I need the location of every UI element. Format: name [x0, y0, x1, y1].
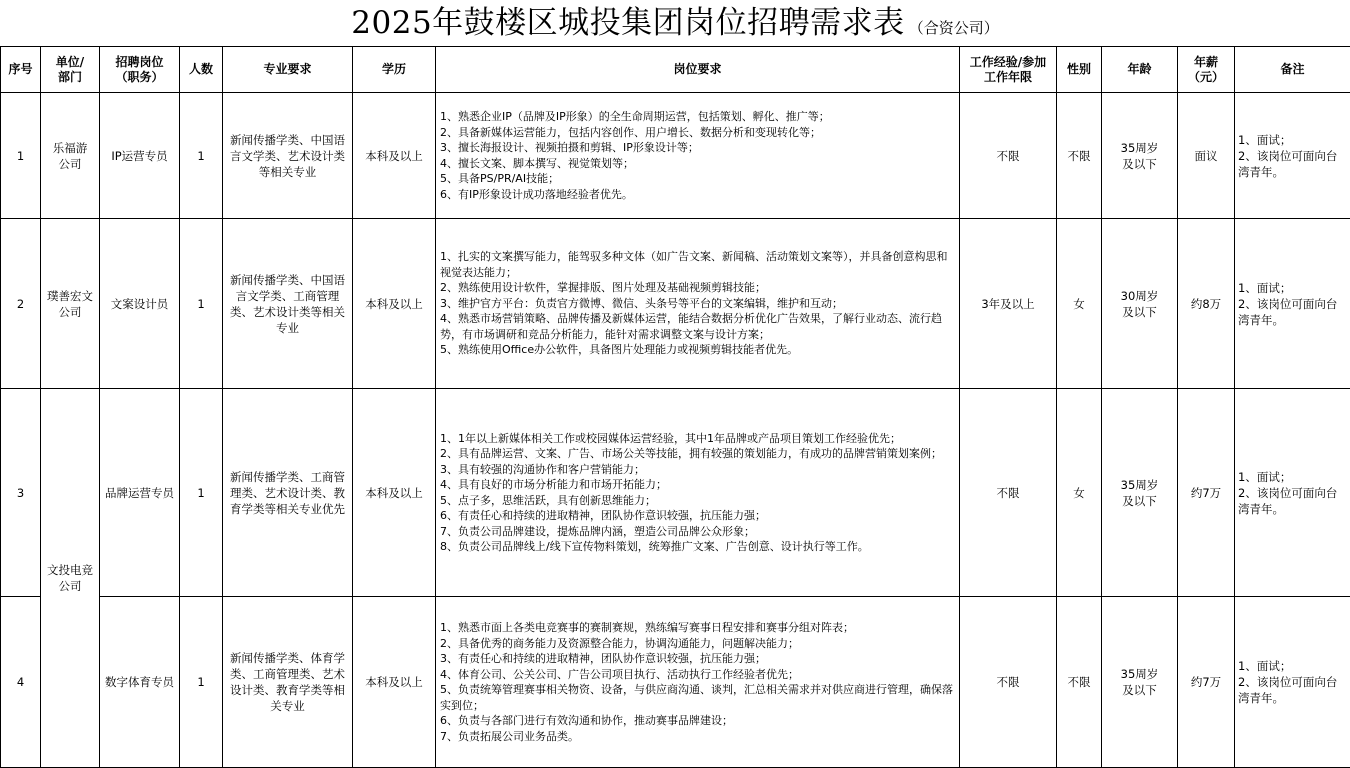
- page-title: [0, 0, 1350, 46]
- cell-major: 新闻传播学类、中国语言文学类、工商管理类、艺术设计类等相关专业: [223, 219, 353, 389]
- cell-position: 数字体育专员: [100, 597, 180, 768]
- header-salary: 年薪 （元）: [1178, 47, 1235, 93]
- cell-experience: 不限: [960, 93, 1057, 219]
- cell-notes: 1、面试； 2、该岗位可面向台湾青年。: [1235, 389, 1350, 597]
- cell-unit: 乐福游 公司: [41, 93, 100, 219]
- cell-major: 新闻传播学类、体育学类、工商管理类、艺术设计类、教育学类等相关专业: [223, 597, 353, 768]
- header-count: 人数: [180, 47, 223, 93]
- header-seq: 序号: [1, 47, 41, 93]
- cell-education: 本科及以上: [353, 93, 436, 219]
- cell-age: 30周岁 及以下: [1102, 219, 1178, 389]
- cell-unit: 璞善宏文 公司: [41, 219, 100, 389]
- cell-notes: 1、面试； 2、该岗位可面向台湾青年。: [1235, 93, 1350, 219]
- cell-age: 35周岁 及以下: [1102, 93, 1178, 219]
- cell-education: 本科及以上: [353, 219, 436, 389]
- cell-count: 1: [180, 389, 223, 597]
- cell-seq: 2: [1, 219, 41, 389]
- header-major: 专业要求: [223, 47, 353, 93]
- cell-position: 品牌运营专员: [100, 389, 180, 597]
- cell-requirements: 1、1年以上新媒体相关工作或校园媒体运营经验，其中1年品牌或产品项目策划工作经验优先； 2、具有品牌运营、文案、广告、市场公关等技能，拥有较强的策划能力，有成功的品牌营销策划案例； 3、具有较强的沟通协作和客户营销能力； 4、具有良好的市场分析能力和市场开拓能力； 5、点子多，思维活跃，具有创新思维能力； 6、有责任心和持续的进取精神，团队协作意识较强，抗压能力强； 7、负责公司品牌建设，提炼品牌内涵，塑造公司品牌公众形象； 8、负责公司品牌线上/线下宣传物料策划，统筹推广文案、广告创意、设计执行等工作。: [436, 389, 960, 597]
- cell-age: 35周岁 及以下: [1102, 597, 1178, 768]
- table-row: [1, 93, 1350, 219]
- cell-position: 文案设计员: [100, 219, 180, 389]
- table-row: [1, 389, 1350, 597]
- header-position: 招聘岗位 （职务）: [100, 47, 180, 93]
- cell-position: IP运营专员: [100, 93, 180, 219]
- cell-salary: 面议: [1178, 93, 1235, 219]
- cell-gender: 不限: [1057, 597, 1102, 768]
- cell-experience: 不限: [960, 389, 1057, 597]
- cell-count: 1: [180, 93, 223, 219]
- table-row: [1, 219, 1350, 389]
- cell-gender: 不限: [1057, 93, 1102, 219]
- header-age: 年龄: [1102, 47, 1178, 93]
- cell-count: 1: [180, 597, 223, 768]
- header-requirements: 岗位要求: [436, 47, 960, 93]
- cell-age: 35周岁 及以下: [1102, 389, 1178, 597]
- title-text: 2025年鼓楼区城投集团岗位招聘需求表: [351, 5, 904, 41]
- recruitment-table: [0, 46, 1350, 768]
- cell-salary: 约7万: [1178, 389, 1235, 597]
- cell-requirements: 1、熟悉企业IP（品牌及IP形象）的全生命周期运营，包括策划、孵化、推广等； 2、具备新媒体运营能力，包括内容创作、用户增长、数据分析和变现转化等； 3、擅长海报设计、视频拍摄和剪辑、IP形象设计等； 4、擅长文案、脚本撰写、视觉策划等； 5、具备PS/PR/AI技能； 6、有IP形象设计成功落地经验者优先。: [436, 93, 960, 219]
- cell-experience: 3年及以上: [960, 219, 1057, 389]
- table-row: [1, 597, 1350, 768]
- cell-salary: 约8万: [1178, 219, 1235, 389]
- cell-seq: 3: [1, 389, 41, 597]
- cell-gender: 女: [1057, 219, 1102, 389]
- header-gender: 性别: [1057, 47, 1102, 93]
- header-education: 学历: [353, 47, 436, 93]
- cell-unit: 文投电竞 公司: [41, 389, 100, 768]
- cell-notes: 1、面试； 2、该岗位可面向台湾青年。: [1235, 597, 1350, 768]
- subtitle-text: （合资公司）: [909, 19, 999, 37]
- header-notes: 备注: [1235, 47, 1350, 93]
- cell-requirements: 1、熟悉市面上各类电竞赛事的赛制赛规，熟练编写赛事日程安排和赛事分组对阵表； 2、具备优秀的商务能力及资源整合能力，协调沟通能力，问题解决能力； 3、有责任心和持续的进取精神，团队协作意识较强，抗压能力强； 4、体育公司、公关公司、广告公司项目执行、活动执行工作经验者优先； 5、负责统筹管理赛事相关物资、设备，与供应商沟通、谈判，汇总相关需求并对供应商进行管理，确保落实到位； 6、负责与各部门进行有效沟通和协作，推动赛事品牌建设； 7、负责拓展公司业务品类。: [436, 597, 960, 768]
- header-row: [1, 47, 1350, 93]
- cell-major: 新闻传播学类、中国语言文学类、艺术设计类等相关专业: [223, 93, 353, 219]
- cell-education: 本科及以上: [353, 597, 436, 768]
- header-unit: 单位/ 部门: [41, 47, 100, 93]
- cell-requirements: 1、扎实的文案撰写能力，能驾驭多种文体（如广告文案、新闻稿、活动策划文案等），并具备创意构思和视觉表达能力； 2、熟练使用设计软件，掌握排版、图片处理及基础视频剪辑技能； 3、维护官方平台：负责官方微博、微信、头条号等平台的文案编辑，维护和互动； 4、熟悉市场营销策略、品牌传播及新媒体运营，能结合数据分析优化广告效果，了解行业动态、流行趋势，有市场调研和竞品分析能力，能针对需求调整文案与设计方案； 5、熟练使用Office办公软件，具备图片处理能力或视频剪辑技能者优先。: [436, 219, 960, 389]
- cell-major: 新闻传播学类、工商管理类、艺术设计类、教育学类等相关专业优先: [223, 389, 353, 597]
- cell-count: 1: [180, 219, 223, 389]
- cell-experience: 不限: [960, 597, 1057, 768]
- cell-education: 本科及以上: [353, 389, 436, 597]
- cell-gender: 女: [1057, 389, 1102, 597]
- cell-seq: 4: [1, 597, 41, 768]
- cell-notes: 1、面试； 2、该岗位可面向台湾青年。: [1235, 219, 1350, 389]
- cell-salary: 约7万: [1178, 597, 1235, 768]
- header-experience: 工作经验/参加 工作年限: [960, 47, 1057, 93]
- cell-seq: 1: [1, 93, 41, 219]
